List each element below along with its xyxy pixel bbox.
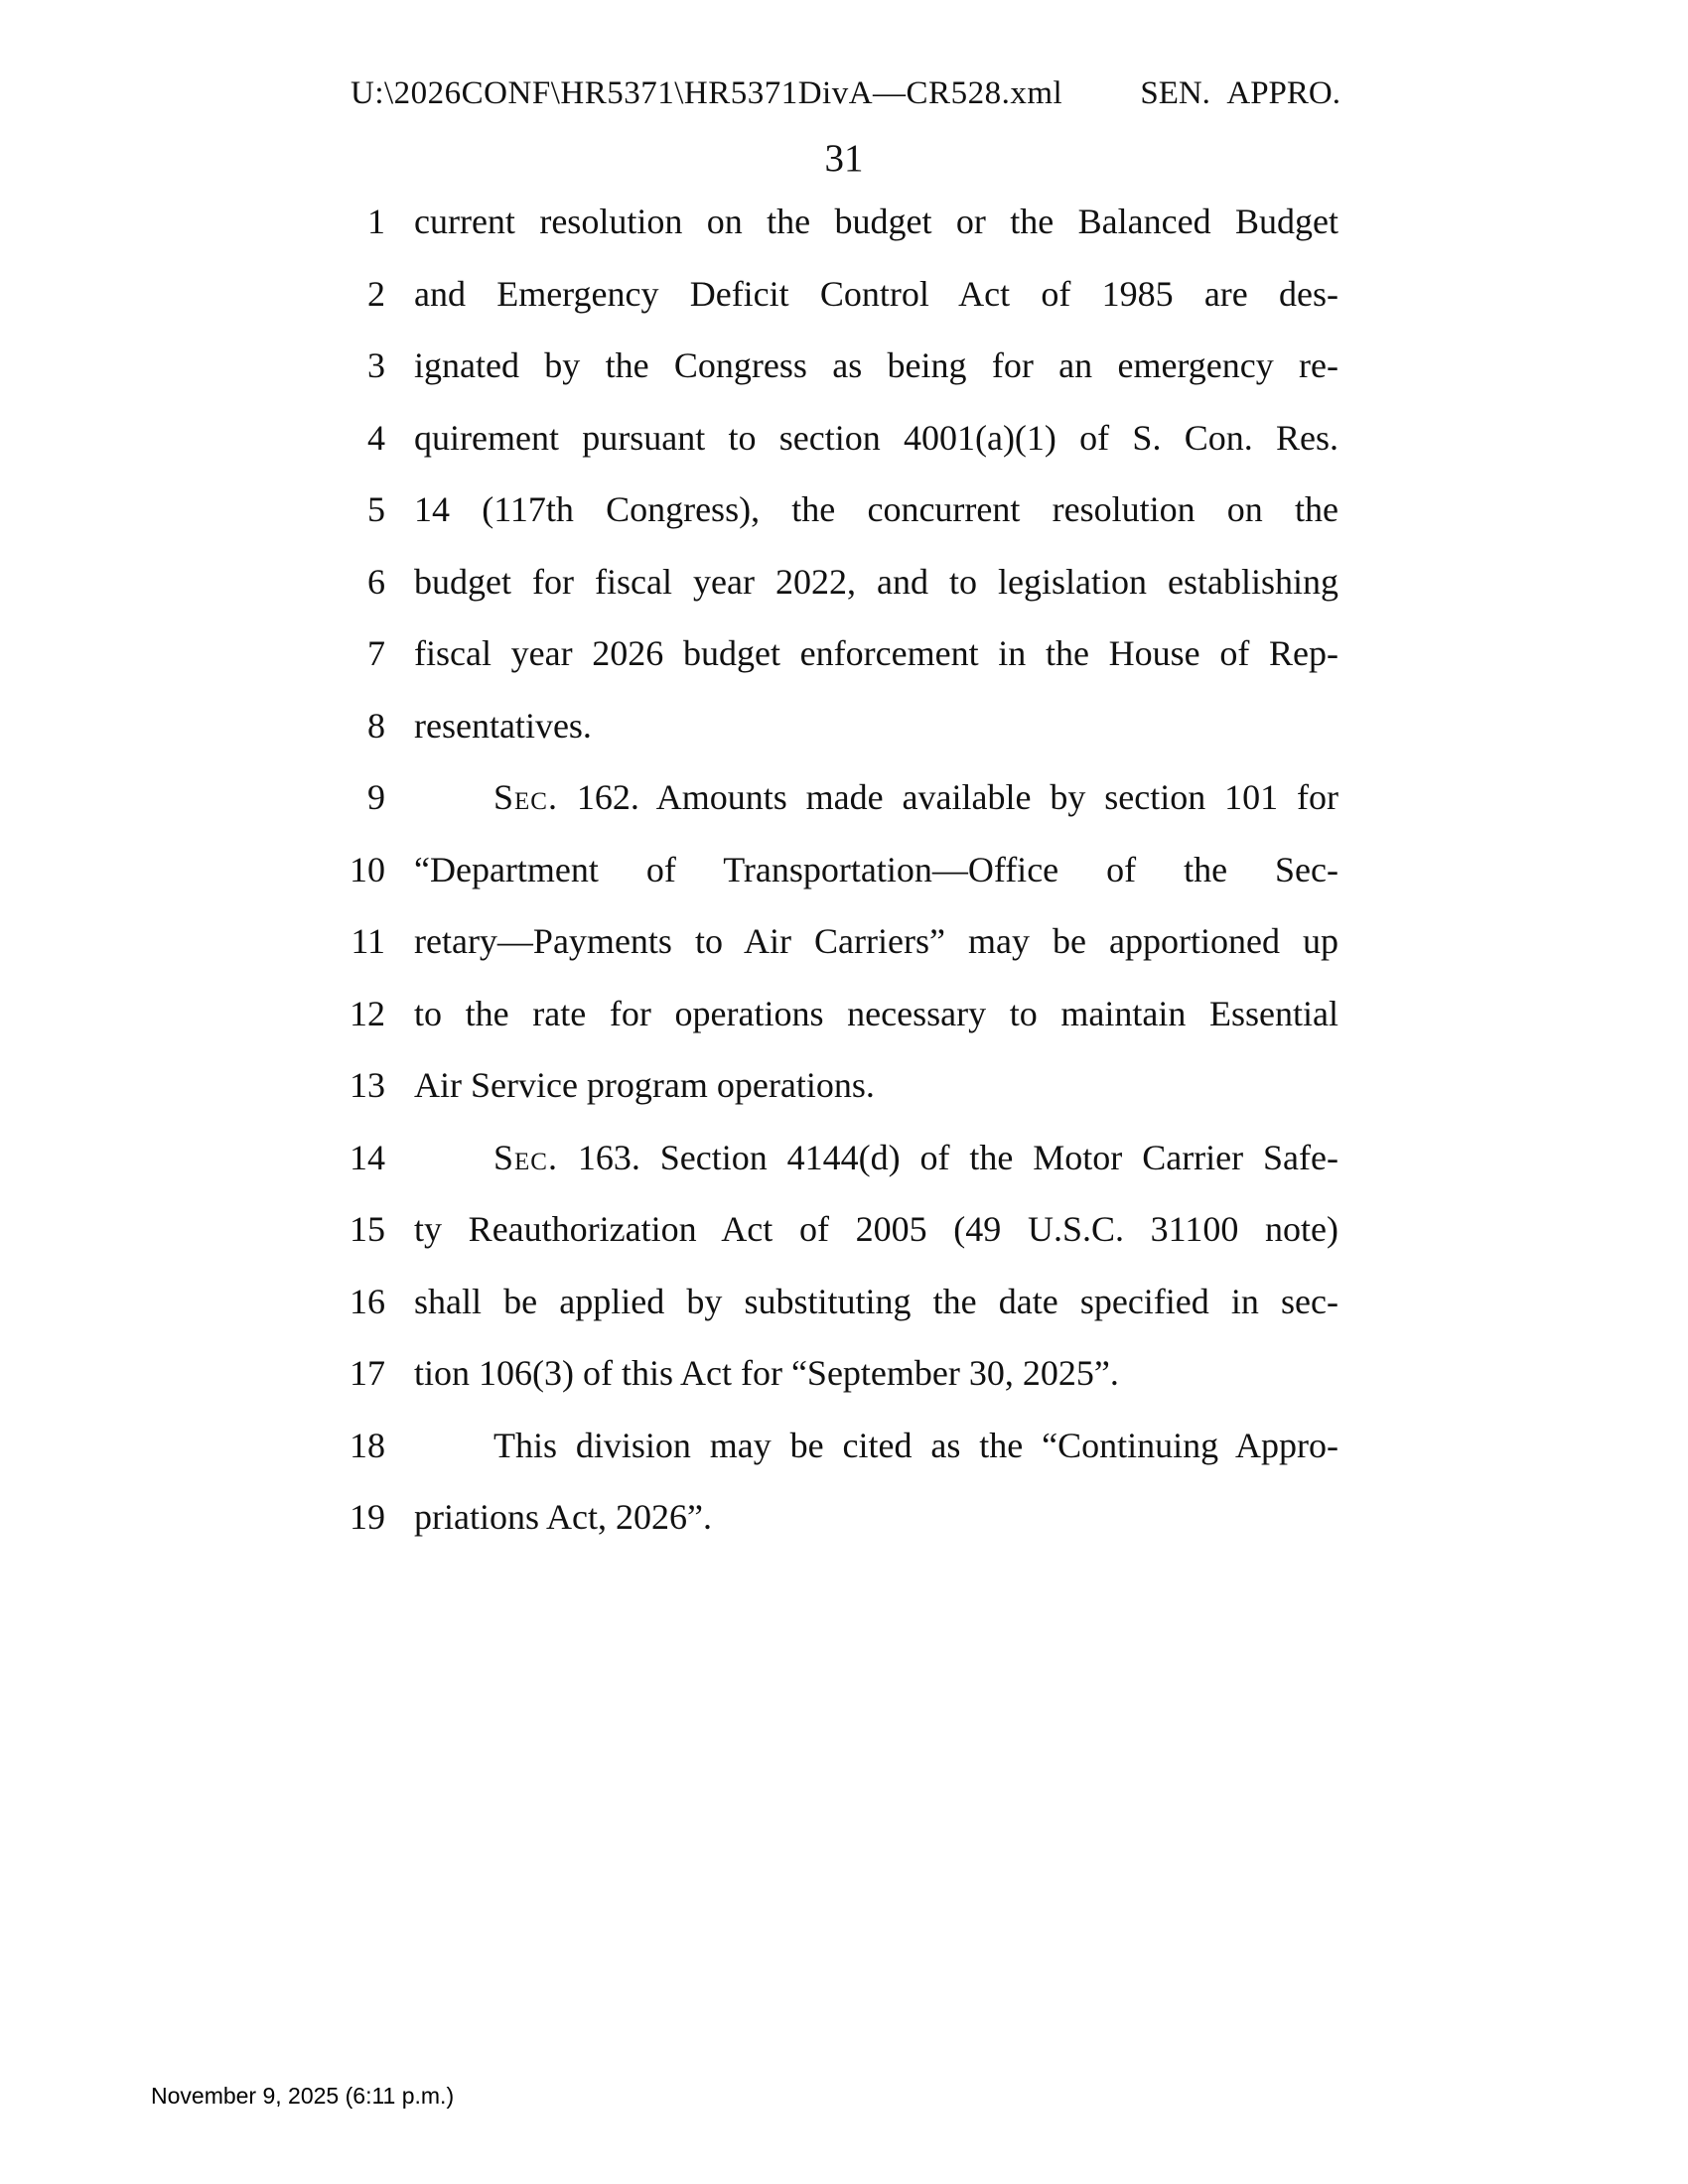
line-number: 8 [367,705,385,746]
line-row [328,474,1338,546]
line-text: shall be applied by substituting the date specified in sec- [414,1281,1338,1321]
line-row [328,905,1338,978]
line-number: 6 [367,561,385,602]
line-number: 15 [350,1209,385,1249]
line-number: 10 [350,849,385,889]
line-number: 16 [350,1281,385,1321]
line-row [328,834,1338,906]
line-text: ignated by the Congress as being for an emergency re- [414,345,1338,385]
line-row [328,1481,1338,1554]
line-text: and Emergency Deficit Control Act of 1985 are des- [414,273,1338,314]
line-row [328,617,1338,690]
line-number: 19 [350,1497,385,1537]
line-text: “Department of Transportation—Office of the Sec- [414,849,1338,889]
line-number: 9 [367,777,385,817]
line-text: fiscal year 2026 budget enforcement in the House of Rep- [414,633,1338,673]
line-row [328,690,1338,762]
page-number: 31 [824,137,864,180]
line-row [328,1266,1338,1338]
small-caps-section-label: Sec. [493,1137,558,1177]
line-text: ty Reauthorization Act of 2005 (49 U.S.C. 31100 note) [414,1209,1338,1249]
line-text: 14 (117th Congress), the concurrent resolution on the [414,489,1338,529]
line-number: 13 [350,1065,385,1105]
line-text: resentatives. [414,705,592,746]
line-row [328,402,1338,475]
line-text: current resolution on the budget or the Balanced Budget [414,202,1338,241]
footer-timestamp: November 9, 2025 (6:11 p.m.) [151,2083,455,2109]
line-text: to the rate for operations necessary to maintain Essential [414,993,1338,1033]
line-row [328,978,1338,1050]
header-committee-label: SEN. APPRO. [1140,75,1340,111]
line-text: Sec. 163. Section 4144(d) of the Motor Carrier Safe- [493,1137,1338,1177]
small-caps-section-label: Sec. [493,777,558,817]
line-row [328,330,1338,402]
line-number: 7 [367,633,385,673]
line-number: 2 [367,273,385,314]
line-text: tion 106(3) of this Act for “September 30, 2025”. [414,1353,1119,1393]
line-number: 11 [351,921,385,961]
bill-text-block [328,186,1338,1554]
line-number: 18 [350,1425,385,1465]
line-row [328,186,1338,258]
line-text: retary—Payments to Air Carriers” may be apportioned up [414,921,1338,961]
line-row [328,1049,1338,1122]
line-number: 4 [367,417,385,458]
line-row [328,761,1338,834]
line-row [328,1193,1338,1266]
line-row [328,1337,1338,1410]
line-number: 3 [367,345,385,385]
header-file-path: U:\2026CONF\HR5371\HR5371DivA—CR528.xml [351,75,1063,111]
line-text: budget for fiscal year 2022, and to legislation establishing [414,561,1338,602]
line-row [328,1410,1338,1482]
line-row [328,258,1338,331]
line-text: Air Service program operations. [414,1065,875,1105]
line-number: 12 [350,993,385,1033]
line-row [328,546,1338,618]
line-text: Sec. 162. Amounts made available by section 101 for [493,777,1338,817]
line-number: 1 [367,202,385,241]
line-number: 5 [367,489,385,529]
line-text: This division may be cited as the “Continuing Appro- [493,1425,1338,1465]
line-text: priations Act, 2026”. [414,1497,712,1537]
line-text: quirement pursuant to section 4001(a)(1) of S. Con. Res. [414,417,1338,458]
line-row [328,1122,1338,1194]
line-number: 17 [350,1353,385,1393]
line-number: 14 [350,1137,385,1177]
